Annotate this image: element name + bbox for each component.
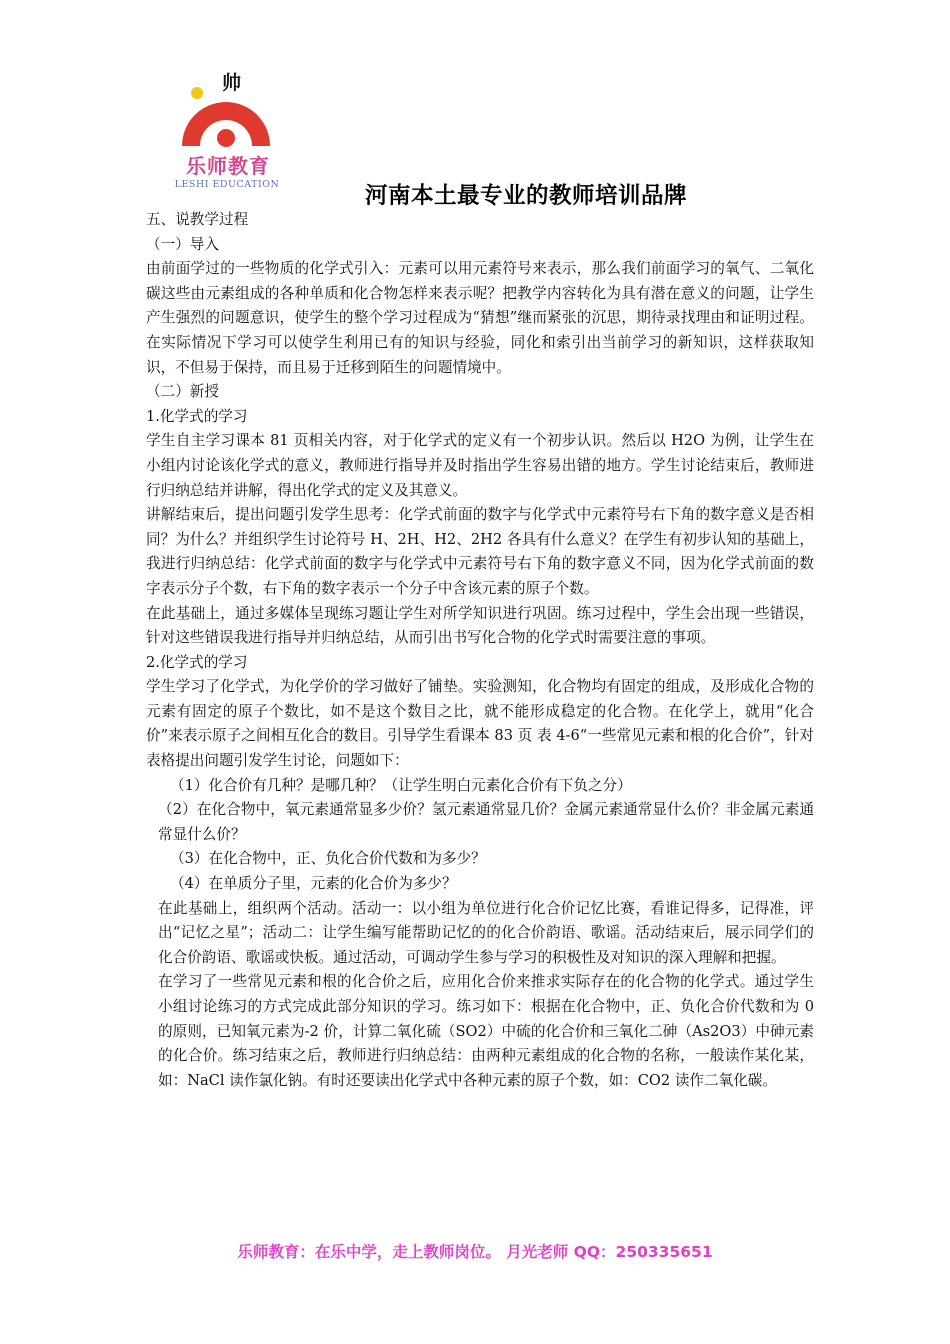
question-item: （4）在单质分子里，元素的化合价为多少？ — [170, 875, 457, 893]
document-body — [146, 208, 814, 1093]
logo-dot-icon — [191, 87, 203, 99]
paragraph: 学生自主学习课本 81 页相关内容，对于化学式的定义有一个初步认识。然后以 H2O 为例，让学生在小组内讨论该化学式的意义，教师进行指导并及时指出学生容易出错的地方。学生讨论结束后，教师进行归纳总结并讲解，得出化学式的定义及其意义。 — [146, 432, 814, 499]
page-tagline: 河南本土最专业的教师培训品牌 — [365, 183, 688, 209]
logo-head-icon — [217, 129, 235, 147]
brand-logo — [172, 66, 282, 196]
question-item: （3）在化合物中，正、负化合价代数和为多少？ — [170, 850, 486, 868]
subsection-heading: （二）新授 — [146, 383, 219, 401]
paragraph: 由前面学过的一些物质的化学式引入：元素可以用元素符号来表示，那么我们前面学习的氧气、二氧化碳这些由元素组成的各种单质和化合物怎样来表示呢？把教学内容转化为具有潜在意义的问题，让学生产生强烈的问题意识，使学生的整个学习过程成为“猜想”继而紧张的沉思，期待录找理由和证明过程。在实际情况下学习可以使学生利用已有的知识与经验，同化和索引出当前学习的新知识，这样获取知识，不但易于保持，而且易于迁移到陌生的问题情境中。 — [146, 260, 814, 376]
page-footer: 乐师教育：在乐中学，走上教师岗位。 月光老师 QQ：250335651 — [237, 1243, 713, 1261]
paragraph: 在此基础上，组织两个活动。活动一：以小组为单位进行化合价记忆比赛，看谁记得多，记得准，评出“记忆之星”；活动二：让学生编写能帮助记忆的的化合价韵语、歌谣。活动结束后，展示同学们的化合价韵语、歌谣或快板。通过活动，可调动学生参与学习的积极性及对知识的深入理解和把握。 — [158, 899, 814, 966]
paragraph: 在学习了一些常见元素和根的化合价之后，应用化合价来推求实际存在的化合物的化学式。通过学生小组讨论练习的方式完成此部分知识的学习。练习如下：根据在化合物中，正、负化合价代数和为 0 的原则，已知氧元素为-2 价，计算二氧化硫（SO2）中硫的化合价和三氧化二砷（As2O3）中砷元素的化合价。练习结束之后，教师进行归纳总结：由两种元素组成的化合物的名称，一般读作某化某，如：NaCl 读作氯化钠。有时还要读出化学式中各种元素的原子个数，如：CO2 读作二氧化碳。 — [158, 973, 814, 1089]
section-heading: 五、说教学过程 — [146, 211, 249, 228]
item-heading: 1.化学式的学习 — [146, 407, 248, 425]
item-heading: 2.化学式的学习 — [146, 653, 248, 671]
question-item: （1）化合价有几种？是哪几种？（让学生明白元素化合价有下负之分） — [170, 776, 632, 794]
logo-mark-char: 帅 — [222, 72, 242, 94]
logo-brand-cn: 乐师教育 — [186, 154, 270, 178]
paragraph: 在此基础上，通过多媒体呈现练习题让学生对所学知识进行巩固。练习过程中，学生会出现一些错误，针对这些错误我进行指导并归纳总结，从而引出书写化合物的化学式时需要注意的事项。 — [146, 604, 814, 647]
subsection-heading: （一）导入 — [146, 235, 219, 253]
paragraph: 讲解结束后，提出问题引发学生思考：化学式前面的数字与化学式中元素符号右下角的数字意义是否相同？为什么？并组织学生讨论符号 H、2H、H2、2H2 各具有什么意义？在学生有初步认知的基础上，我进行归纳总结：化学式前面的数字与化学式中元素符号右下角的数字意义不同，因为化学式前面的数字表示分子个数，右下角的数字表示一个分子中含该元素的原子个数。 — [146, 506, 814, 597]
question-item: （2）在化合物中，氧元素通常显多少价？氢元素通常显几价？金属元素通常显什么价？非金属元素通常显什么价？ — [158, 801, 814, 843]
logo-brand-en: LESHI EDUCATION — [174, 179, 280, 190]
paragraph: 学生学习了化学式，为化学价的学习做好了铺垫。实验测知，化合物均有固定的组成，及形成化合物的元素有固定的原子个数比，如不是这个数目之比，就不能形成稳定的化合物。在化学上，就用“化合价”来表示原子之间相互化合的数目。引导学生看课本 83 页 表 4-6“一些常见元素和根的化合价”，针对表格提出问题引发学生讨论，问题如下： — [146, 678, 814, 770]
